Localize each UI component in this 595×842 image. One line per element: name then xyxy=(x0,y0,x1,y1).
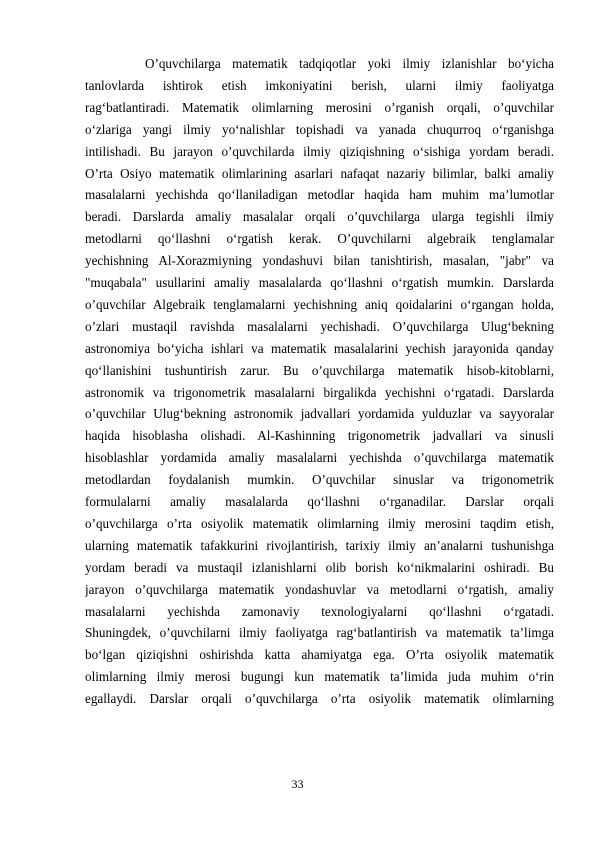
text-line: formulalarni amaliy masalalarda qo‘llashni o‘rganadilar. Darslar orqali xyxy=(85,494,554,509)
text-line: o’quvchilar Algebraik tenglamalarni yechishning aniq qoidalarini o‘rgangan holda, xyxy=(85,296,554,312)
page-number: 33 xyxy=(291,777,304,791)
text-line: yechishning Al-Xorazmiyning yondashuvi bilan tanishtirish, masalan, "jabr" va xyxy=(85,253,554,269)
text-line: intilishadi. Bu jarayon o’quvchilarda ilmiy qiziqishning o‘sishiga yordam beradi. xyxy=(85,143,554,159)
text-line: olimlarning ilmiy merosi bugungi kun matematik ta’limida juda muhim o‘rin xyxy=(85,669,554,685)
text-line: haqida hisoblasha olishadi. Al-Kashinning trigonometrik jadvallari va sinusli xyxy=(85,428,554,444)
text-line: tanlovlarda ishtirok etish imkoniyatini berish, ularni ilmiy faoliyatga xyxy=(85,77,554,93)
text-line: masalalarni yechishda qo‘llaniladigan metodlar haqida ham muhim ma’lumotlar xyxy=(85,187,554,203)
text-line: metodlarni qo‘llashni o‘rgatish kerak. O’quvchilarni algebraik tenglamalar xyxy=(85,231,554,247)
text-line: O’rta Osiyo matematik olimlarining asarlari nafaqat nazariy bilimlar, balki amaliy xyxy=(85,165,554,181)
text-line: astronomik va trigonometrik masalalarni birgalikda yechishni o‘rgatadi. Darslarda xyxy=(85,384,554,400)
text-line: O’quvchilarga matematik tadqiqotlar yoki ilmiy izlanishlar bo‘yicha xyxy=(145,56,554,71)
text-line: metodlardan foydalanish mumkin. O’quvchilar sinuslar va trigonometrik xyxy=(85,472,554,488)
text-line: masalalarni yechishda zamonaviy texnologiyalarni qo‘llashni o‘rgatadi. xyxy=(85,603,554,619)
text-line: yordam beradi va mustaqil izlanishlarni olib borish ko‘nikmalarini oshiradi. Bu xyxy=(85,559,554,575)
text-line: hisoblashlar yordamida amaliy masalalarni yechishda o’quvchilarga matematik xyxy=(85,450,554,466)
text-line: qo‘llanishini tushuntirish zarur. Bu o’quvchilarga matematik hisob-kitoblarni, xyxy=(85,362,554,378)
text-line: Shuningdek, o’quvchilarni ilmiy faoliyatga rag‘batlantirish va matematik ta’limga xyxy=(85,625,554,641)
text-line: ularning matematik tafakkurini rivojlantirish, tarixiy ilmiy an’analarni tushunishga xyxy=(85,537,554,553)
text-line: astronomiya bo‘yicha ishlari va matematik masalalarini yechish jarayonida qanday xyxy=(85,340,554,356)
text-line: jarayon o’quvchilarga matematik yondashuvlar va metodlarni o‘rgatish, amaliy xyxy=(85,581,554,597)
text-line: bo‘lgan qiziqishni oshirishda katta ahamiyatga ega. O’rta osiyolik matematik xyxy=(85,647,554,663)
text-line: rag‘batlantiradi. Matematik olimlarning merosini o’rganish orqali, o’quvchilar xyxy=(85,99,554,115)
text-line: o’quvchilar Ulug‘bekning astronomik jadvallari yordamida yulduzlar va sayyoralar xyxy=(85,406,554,422)
text-line: "muqabala" usullarini amaliy masalalarda qo‘llashni o‘rgatish mumkin. Darslarda xyxy=(85,275,554,290)
text-line: beradi. Darslarda amaliy masalalar orqali o’quvchilarga ularga tegishli ilmiy xyxy=(85,209,554,225)
text-line: egallaydi. Darslar orqali o’quvchilarga o’rta osiyolik matematik olimlarning xyxy=(85,691,554,707)
text-line: o’zlari mustaqil ravishda masalalarni yechishadi. O’quvchilarga Ulug‘bekning xyxy=(85,318,554,334)
text-line: o’quvchilarga o’rta osiyolik matematik olimlarning ilmiy merosini taqdim etish, xyxy=(85,515,554,531)
text-line: o‘zlariga yangi ilmiy yo‘nalishlar topishadi va yanada chuqurroq o‘rganishga xyxy=(85,121,554,137)
